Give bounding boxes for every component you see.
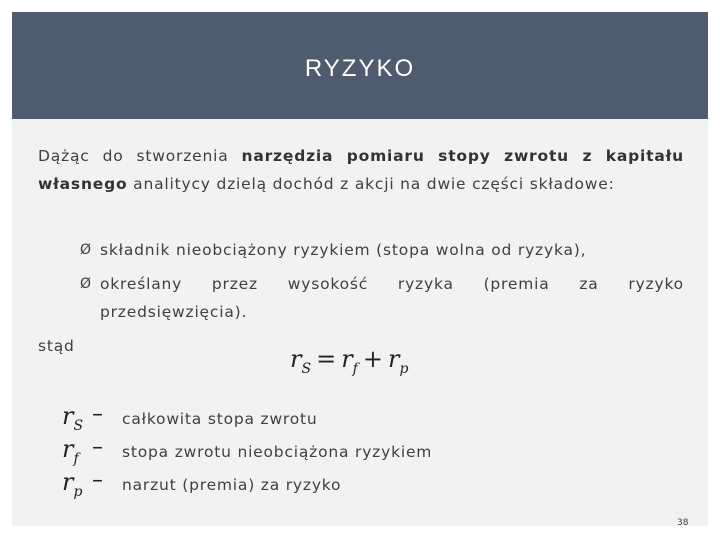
bullet-text [100,270,684,326]
definition-risk-free-rate [62,435,482,465]
definition-text: narzut (premia) za ryzyko [122,476,342,494]
word: za [579,275,599,293]
formula-subscript: p [399,361,409,377]
symbol-subscript: p [73,484,83,500]
formula-subscript: S [301,361,312,377]
word: określany [100,275,183,293]
symbol-letter: r [62,402,74,430]
word: ryzyka [397,275,454,293]
bullet-item-risk-premium [80,270,684,326]
title-bar [12,12,708,119]
word: ryzyko [628,275,684,293]
definition-dash: – [92,468,103,493]
definition-risk-premium [62,468,482,498]
definition-symbol [62,435,79,467]
intro-text-part2: analitycy dzielą dochód z akcji na dwie części składowe: [127,175,615,193]
definition-dash: – [92,435,103,460]
bullet-text-line2: przedsięwzięcia). [100,303,248,321]
word: (premia [483,275,550,293]
definition-symbol [62,402,83,434]
return-formula [290,345,408,377]
symbol-subscript: S [73,418,84,434]
symbol-letter: r [62,468,74,496]
definition-dash: – [92,402,103,427]
symbol-letter: r [62,435,74,463]
formula-symbol: r [341,345,353,373]
page-number: 38 [677,518,689,526]
connector-text: stąd [38,337,75,355]
intro-paragraph [38,142,684,198]
bullet-item-risk-free [80,236,684,264]
formula-plus: + [362,345,383,373]
symbol-subscript: f [73,451,79,467]
intro-bold-phrase: narzędzia pomiaru stopy zwrotu z kapitału własnego [38,147,684,193]
definition-symbol [62,468,82,500]
definition-total-return [62,402,482,432]
formula-equals: = [316,345,337,373]
bullet-text: składnik nieobciążony ryzykiem (stopa wolna od ryzyka), [100,241,587,259]
slide [12,12,708,526]
formula-symbol: r [290,345,302,373]
definition-text: stopa zwrotu nieobciążona ryzykiem [122,443,433,461]
word: wysokość [287,275,369,293]
intro-text-part1: Dążąc do stworzenia [38,147,242,165]
definition-text: całkowita stopa zwrotu [122,410,318,428]
formula-subscript: f [352,361,358,377]
arrow-bullet-icon: Ø [80,276,92,292]
formula-symbol: r [387,345,400,373]
bullet-text-line1 [100,270,684,298]
arrow-bullet-icon: Ø [80,242,92,258]
word: przez [211,275,258,293]
slide-title: RYZYKO [304,55,416,82]
